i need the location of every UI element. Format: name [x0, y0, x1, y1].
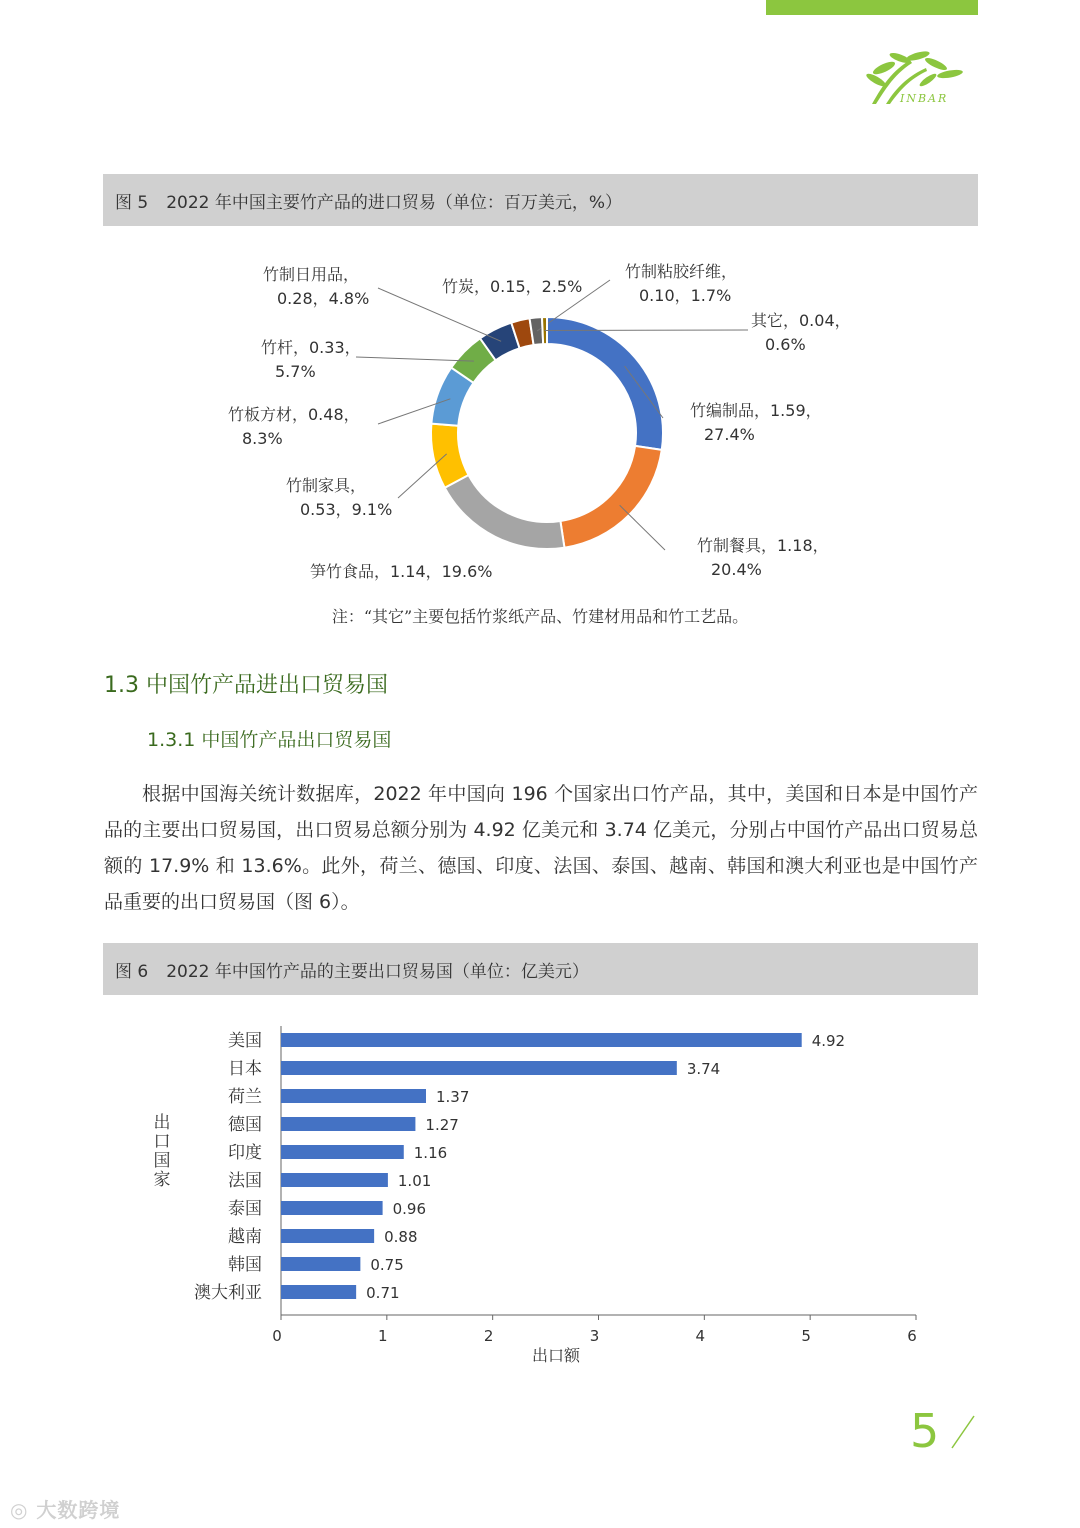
export-bar-chart: [0, 1010, 1080, 1370]
donut-label-1: 竹编制品，1.59，: [690, 401, 822, 420]
donut-label-line2-4: 0.53，9.1%: [300, 500, 393, 519]
donut-leader-line-7: [378, 288, 501, 341]
top-accent-bar: [766, 0, 978, 15]
category-label-7: 泰国: [228, 1199, 262, 1219]
section-heading: 1.3 中国竹产品进出口贸易国: [104, 673, 388, 698]
x-tick-label-2: 2: [483, 1327, 494, 1345]
x-tick-label-3: 3: [589, 1327, 600, 1345]
value-label-8: 0.88: [384, 1228, 418, 1246]
value-label-4: 1.27: [425, 1116, 459, 1134]
donut-slice-3: [445, 475, 565, 549]
figure-6-title: 2022 年中国竹产品的主要出口贸易国（单位：亿美元）: [166, 961, 589, 982]
watermark: [10, 1494, 120, 1523]
page-number-slash: [948, 1412, 978, 1452]
x-tick-label-1: 1: [378, 1327, 388, 1345]
y-axis-title-char-1: 出: [153, 1113, 171, 1133]
category-label-6: 法国: [228, 1171, 262, 1191]
donut-leader-line-6: [356, 357, 474, 361]
bar-3: [281, 1089, 426, 1103]
category-label-8: 越南: [228, 1227, 262, 1247]
value-label-2: 3.74: [686, 1060, 721, 1078]
y-axis-title-char-3: 国: [153, 1151, 171, 1171]
x-tick-label-6: 6: [907, 1327, 917, 1345]
page-number: 5: [910, 1404, 940, 1458]
figure-5-caption: [103, 174, 978, 226]
donut-leader-line-2: [620, 505, 665, 550]
donut-label-line2-6: 5.7%: [275, 362, 316, 381]
category-label-10: 澳大利亚: [194, 1283, 262, 1303]
bar-10: [281, 1285, 356, 1299]
category-label-5: 印度: [228, 1143, 262, 1163]
value-label-6: 1.01: [397, 1172, 432, 1190]
donut-label-7: 竹制日用品，: [263, 265, 360, 284]
donut-slice-1: [547, 317, 663, 450]
x-tick-label-4: 4: [695, 1327, 706, 1345]
value-label-10: 0.71: [366, 1284, 400, 1302]
donut-label-9: 竹制粘胶纤维，: [625, 262, 738, 281]
donut-label-4: 竹制家具，: [286, 476, 367, 495]
x-tick-label-5: 5: [801, 1327, 811, 1345]
value-label-3: 1.37: [435, 1088, 470, 1106]
donut-label-8: 竹炭，0.15，2.5%: [442, 277, 583, 296]
y-axis-title: [154, 1113, 171, 1190]
donut-slice-4: [431, 424, 469, 488]
watermark-text: 大数跨境: [36, 1498, 121, 1522]
bar-9: [281, 1257, 360, 1271]
donut-label-line2-2: 20.4%: [711, 560, 762, 579]
bar-1: [281, 1033, 802, 1047]
y-axis-title-char-2: 口: [153, 1132, 171, 1152]
figure-5-number: 图 5: [115, 192, 149, 213]
x-tick-label-0: 0: [272, 1327, 282, 1345]
category-label-3: 荷兰: [228, 1087, 262, 1107]
bar-2: [281, 1061, 677, 1075]
donut-label-line2-1: 27.4%: [704, 425, 755, 444]
donut-leader-line-10: [545, 330, 748, 331]
value-label-7: 0.96: [392, 1200, 427, 1218]
y-axis-title-char-4: 家: [153, 1170, 171, 1190]
category-label-2: 日本: [228, 1059, 262, 1079]
import-donut-chart: [0, 240, 1080, 590]
value-label-9: 0.75: [370, 1256, 404, 1274]
category-label-4: 德国: [228, 1115, 262, 1135]
value-label-1: 4.92: [811, 1032, 846, 1050]
category-label-9: 韩国: [228, 1255, 262, 1275]
donut-label-5: 竹板方材，0.48，: [228, 405, 360, 424]
bar-4: [281, 1117, 415, 1131]
donut-label-3: 笋竹食品，1.14，19.6%: [310, 562, 493, 581]
donut-label-2: 竹制餐具，1.18，: [697, 536, 829, 555]
donut-label-6: 竹杆，0.33，: [261, 338, 361, 357]
logo-text: INBAR: [900, 92, 949, 105]
category-label-1: 美国: [228, 1031, 262, 1051]
donut-label-line2-7: 0.28，4.8%: [277, 289, 370, 308]
bar-7: [281, 1201, 383, 1215]
bar-5: [281, 1145, 404, 1159]
donut-label-line2-5: 8.3%: [242, 429, 283, 448]
figure-5-note: 注：“其它”主要包括竹浆纸产品、竹建材用品和竹工艺品。: [331, 607, 749, 626]
donut-label-line2-10: 0.6%: [765, 335, 806, 354]
donut-label-line2-9: 0.10，1.7%: [639, 286, 732, 305]
bar-8: [281, 1229, 374, 1243]
x-axis-title: 出口额: [531, 1346, 581, 1365]
watermark-logo-icon: ◎: [10, 1498, 29, 1522]
donut-label-10: 其它，0.04，: [751, 311, 851, 330]
value-label-5: 1.16: [413, 1144, 448, 1162]
figure-6-number: 图 6: [115, 961, 149, 982]
bar-6: [281, 1173, 388, 1187]
subsection-heading: 1.3.1 中国竹产品出口贸易国: [147, 729, 392, 751]
figure-6-caption: [103, 943, 978, 995]
body-paragraph: 根据中国海关统计数据库，2022 年中国向 196 个国家出口竹产品，其中，美国和日本是中国竹产品的主要出口贸易国，出口贸易总额分别为 4.92 亿美元和 3.74 亿美元，分别占中国竹产品出口贸易总额的 17.9% 和 13.6%。此外，荷兰、德国、印度、法国、泰国、越南、韩国和澳大利亚也是中国竹产品重要的出口贸易国（图 6）。: [104, 783, 978, 913]
figure-5-title: 2022 年中国主要竹产品的进口贸易（单位：百万美元，%）: [166, 192, 623, 213]
